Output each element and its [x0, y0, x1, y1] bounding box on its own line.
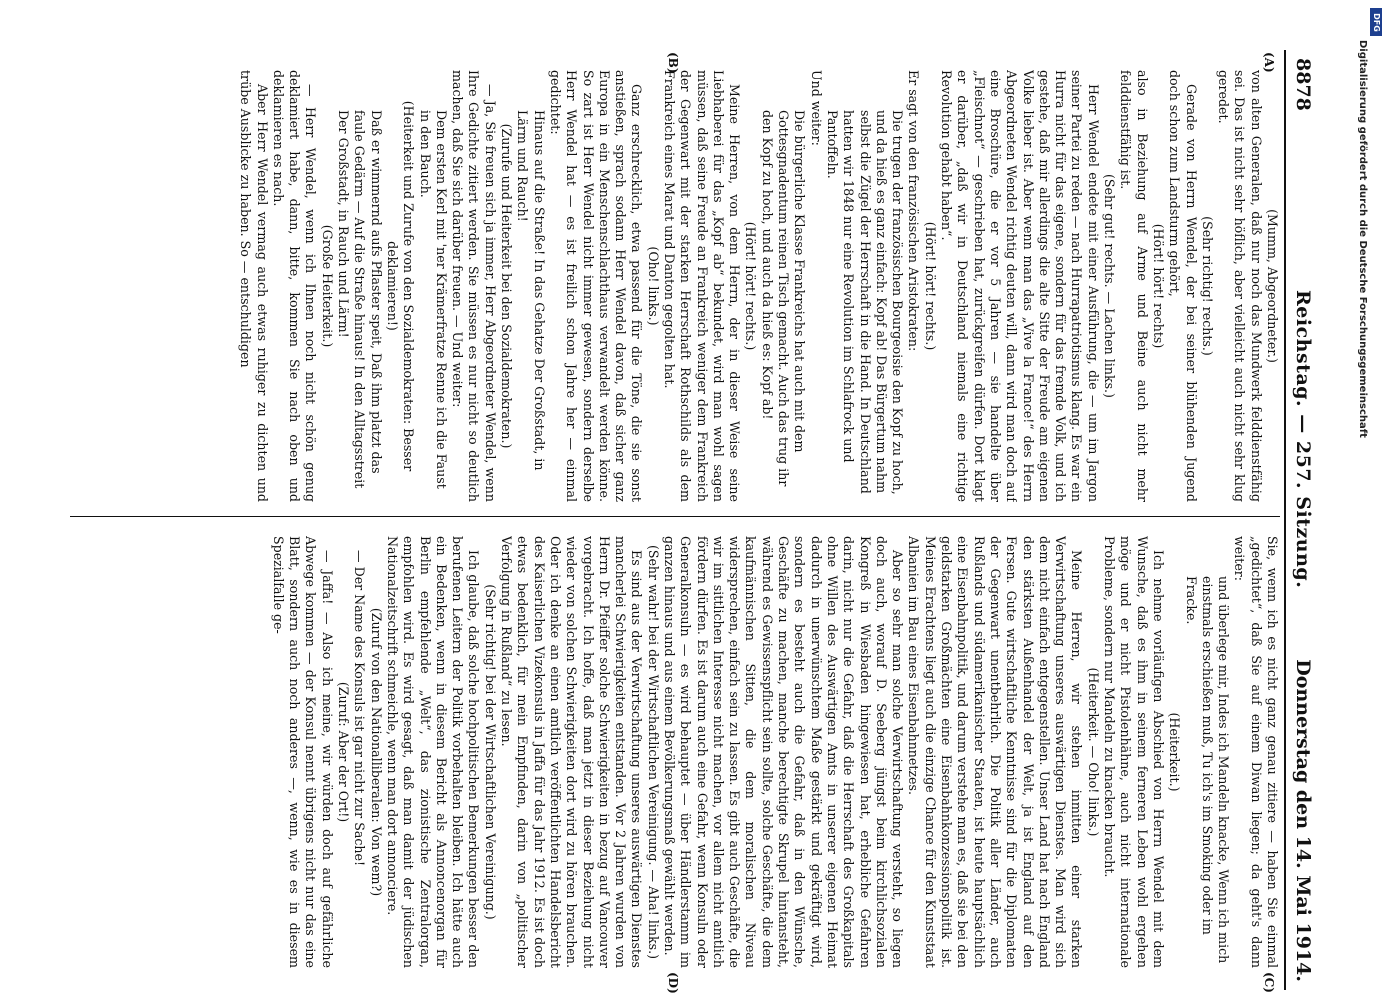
margin-marker-d: (D): [666, 972, 680, 994]
dfg-logo: [1370, 8, 1382, 36]
interjection: (Zurufe und Heiterkeit bei den Sozialdemokraten.): [499, 123, 515, 449]
interjection: (Mumm, Abgeordneter.): [1265, 209, 1280, 363]
interjection: (Oho! links.): [645, 246, 661, 326]
paragraph: Meine Herren, wir stehen inmitten einer starken Verwirtschaftung unseres auswärtigen Dienstes. Man wird sich dem nicht einfach entgegenstellen. Unser Land hat nach England den stärksten Außenhandel der Welt, ja ist England auf den Fersen. Gute wirtschaftliche Kenntnisse sind für die Diplomaten der Gegenwart unentbehrlich. Die Politik aller Länder, auch Rußlands und südamerikanischer Staaten, ist heute hauptsächlich eine Eisenbahnpolitik, und darum verstehe man es, daß sie bei den geldstarken Großmächten eine Eisenbahnkonzessionspolitik ist. Meines Erachtens liegt auch die einzige Chance für den Kunststaat Albanien im Bau eines Eisenbahnnetzes.: [906, 536, 1085, 968]
quotation: Die trugen der französischen Bourgeoisie den Kopf zu hoch, und da hieß es ganz einfach: Kopf ab! Das Bürgertum nahm selbst die Zügel der Herrschaft in die Hand. In Deutschland hatten wir 1848 nur eine Revolution im Schlafrock und Pantoffeln.: [824, 110, 906, 495]
paragraph: von alten Generalen, daß nur noch das Mundwerk felddienstfähig sei. Das ist nicht sehr höflich, aber vielleicht auch nicht sehr klug geredet.: [1216, 70, 1264, 502]
paragraph: Meine Herren, von dem Herrn, der in dieser Weise seine Liebhaberei für das „Kopf ab“ bekundet, wird man wohl sagen müssen, daß seine Freude an Frankreich weniger dem Frankreich der Gegenwart mit der starken Herrschaft Rothschilds als dem Frankreich eines Marat und Danton gegolten hat.: [662, 70, 743, 502]
interjection: (Sehr richtig! rechts.): [1199, 216, 1215, 356]
paragraph: Ich glaube, daß solche hochpolitischen Bemerkungen besser den berufenen Leitern der Politik vorbehalten bleiben. Ich hätte auch ein Bedenken, wenn in diesem Bericht als Annoncenorgan für Berlin empfehlende „Welt“, das zionistische Zentralorgan, empfohlen wird. Es wird gesagt, daß man damit der jüdischen Nationalzeitschrift schmeichle, wenn man dort annonciere.: [384, 536, 482, 968]
paragraph: Er sagt von den französischen Aristokraten:: [906, 70, 922, 352]
interjection: (Heiterkeit und Zurufe von den Sozialdemokraten: Besser deklamieren!): [384, 100, 417, 472]
interjection: (Zuruf von den Nationalliberalen: Von wem?): [368, 607, 384, 897]
quotation: Daß er wimmernd aufs Pflaster speit, Daß ihm platzt das faule Gedärm — Auf die Straße hinaus! In den Alltagsstreit Der Großstadt, in Rauch und Lärm!: [336, 110, 384, 489]
paragraph: — Ja, Sie freuen sich ja immer, Herr Abgeordneter Wendel, wenn Ihre Gedichte zitiert werden. Sie müssen es nur nicht so deutlich machen, daß Sie sich darüber freuen. — Und weiter:: [450, 70, 498, 502]
page-header: [1284, 50, 1320, 990]
quotation: und überlege mir, Indes ich Mandeln knacke, Wenn ich mich einstmals erschießen muß, Tu ich's im Smoking oder im Fracke.: [1183, 576, 1232, 964]
page-date: Donnerstag den 14. Mai 1914.: [1292, 659, 1314, 982]
dfg-logo-text: DFG: [1371, 12, 1381, 32]
quotation: Dem ersten Kerl mit 'ner Krämerfratze Renne ich die Faust in den Bauch.: [417, 110, 449, 489]
paragraph: Und weiter:: [808, 70, 824, 146]
margin-marker-b: (B): [666, 52, 680, 74]
paragraph: Ich nehme vorläufigen Abschied von Herrn Wendel mit dem Wunsche, daß es ihm in seinem ferneren Leben wohl ergehen möge und er nicht Pistolenhähne, auch nicht internationale Probleme, sondern nur Mandeln zu knacken braucht.: [1102, 536, 1166, 968]
margin-marker-a: (A): [1262, 52, 1276, 73]
interjection: (Sehr gut! rechts. — Lachen links.): [1102, 174, 1118, 398]
column-divider: [70, 516, 1280, 517]
interjection: (Hört! hört! rechts.): [743, 221, 759, 351]
left-column: [70, 70, 1280, 502]
digitization-credit: Digitalisierung gefördert durch die Deutsche Forschungsgemeinschaft: [1357, 40, 1368, 438]
paragraph: — Jaffa! — Also ich meine, wir würden doch auf gefährliche Abwege kommen — der Konsul nennt übrigens nicht nur das eine Blatt, sondern auch noch anderes —, wenn, wie es in diesem Spezialfalle ge-: [270, 536, 335, 968]
paragraph: Herr Wendel endete mit einer Ausführung, die — um im Jargon seiner Partei zu reden — nach Hurrapatriotismus klang. Es war ein Hurra nicht für das eigene, sondern für das fremde Volk, und ich gestehe, daß mir allerdings die alte Sitte der Freude am eigenen Volke lieber ist. Aber wenn man das „Vive la France!“ des Herrn Abgeordneten Wendel richtig deuten will, dann wird man doch auf eine Broschüre, die er vor 5 Jahren — sie handelte über „Fleischnot“ — geschrieben hat, zurückgreifen dürfen. Dort klagt er darüber, „daß wir in Deutschland niemals eine richtige Revolution gehabt haben“.: [939, 70, 1101, 502]
paragraph: Sie, wenn ich es nicht ganz genau zitiere — haben Sie einmal „gedichtet“, daß Sie auf einem Diwan liegen; da geht's dann weiter:: [1232, 536, 1280, 968]
paragraph: Gerade von Herrn Wendel, der bei seiner blühenden Jugend doch schon zum Landsturm gehört,: [1167, 70, 1199, 502]
interjection: (Heiterkeit. — Oho! links.): [1085, 667, 1101, 837]
quotation: Die bürgerliche Klasse Frankreichs hat auch mit dem Gottesgnadentum reinen Tisch gemacht. Auch das trug ihr den Kopf zu hoch, und auch da hieß es: Kopf ab!: [759, 110, 808, 487]
paragraph: Es sind aus der Verwirtschaftung unseres auswärtigen Dienstes mancherlei Schwierigkeiten entstanden. Vor 2 Jahren wurden von Herrn Dr. Pfeiffer solche Schwierigkeiten in bezug auf Vancouver vorgebracht. Ich hoffe, daß man jetzt in dieser Beziehung nicht wieder von solchen Schwierigkeiten dort wird zu hören brauchen. Oder ich denke an einen amtlich veröffentlichten Handelsbericht des Kaiserlichen Vizekonsuls in Jaffa für das Jahr 1912. Es ist doch etwas bedenklich, für mein Empfinden, darin von „politischer Verfolgung in Rußland“ zu lesen.: [499, 536, 645, 968]
interjection: (Sehr richtig! bei der Wirtschaftlichen Vereinigung.): [482, 584, 498, 920]
interjection: (Heiterkeit.): [1167, 712, 1183, 792]
interjection: (Zuruf: Aber der Ort!): [336, 681, 352, 823]
paragraph: — Herr Wendel, wenn ich Ihnen noch nicht schön genug deklamiert habe, dann, bitte, kommen Sie nach oben und deklamieren es nach.: [270, 70, 319, 502]
page-number: 8878: [1292, 58, 1314, 111]
paragraph: — Der Name des Konsuls ist gar nicht zur Sache!: [352, 550, 368, 867]
interjection: (Hört! hört! rechts.): [922, 221, 938, 351]
paragraph: Ganz erschrecklich, etwa passend für die Töne, die sie sonst anstießen, sprach sodann Herr Wendel davon, daß sicher ganz Europa in ein Menschenschlachthaus verwandelt werden könne. So zart ist Herr Wendel nicht immer gewesen, sondern derselbe Herr Wendel hat — es ist freilich schon Jahre her — einmal gedichtet:: [547, 70, 645, 502]
interjection: (Sehr wahr! bei der Wirtschaftlichen Vereinigung. — Aha! links.): [645, 544, 661, 960]
quotation: Hinaus auf die Straße! In das Gehatze Der Großstadt, in Lärm und Rauch!: [515, 110, 547, 471]
margin-marker-c: (C): [1262, 972, 1276, 993]
rotated-page: [60, 50, 1320, 994]
interjection: (Große Heiterkeit.): [319, 224, 335, 348]
right-column: [70, 536, 1280, 968]
paragraph: also in Beziehung auf Arme und Beine auch nicht mehr felddienstfähig ist.: [1118, 70, 1150, 502]
page-title: Reichstag. — 257. Sitzung.: [1292, 290, 1314, 589]
interjection: (Hört! hört! rechts): [1150, 223, 1166, 349]
paragraph: Aber so sehr man solche Verwirtschaftung versteht, so liegen doch auch, worauf D. Seeberg jüngst beim kirchlichsozialen Kongreß in Wiesbaden hingewiesen hat, erhebliche Gefahren darin, nicht nur die Gefahr, daß die Herrschaft des Großkapitals ohne Willen des Auswärtigen Amts in unserer eigenen Heimat dadurch in unerwünschtem Maße gestärkt und gekräftigt wird, sondern es besteht auch die Gefahr, daß in den Wünsche, Geschäfte zu machen, manche berechtigte Skrupel hintansteht, während es Gewissenspflicht sein sollte, solche Geschäfte, die dem kaufmännischen Sitten, die dem moralischen Niveau widersprechen, einfach sein zu lassen. Es gibt auch Geschäfte, die wir im sittlichen Interesse nicht machen, vor allem nicht amtlich fördern dürfen. Es ist darum auch eine Gefahr, wenn Konsuln oder Generalkonsuln — es wird behauptet — über Händlerstamm im ganzen hinaus und aus einem Bevölkerungsmaß gewählt werden.: [662, 536, 906, 968]
paragraph: Aber Herr Wendel vermag auch etwas ruhiger zu dichten und trübe Ausblicke zu haben. So — entschuldigen: [238, 70, 270, 502]
